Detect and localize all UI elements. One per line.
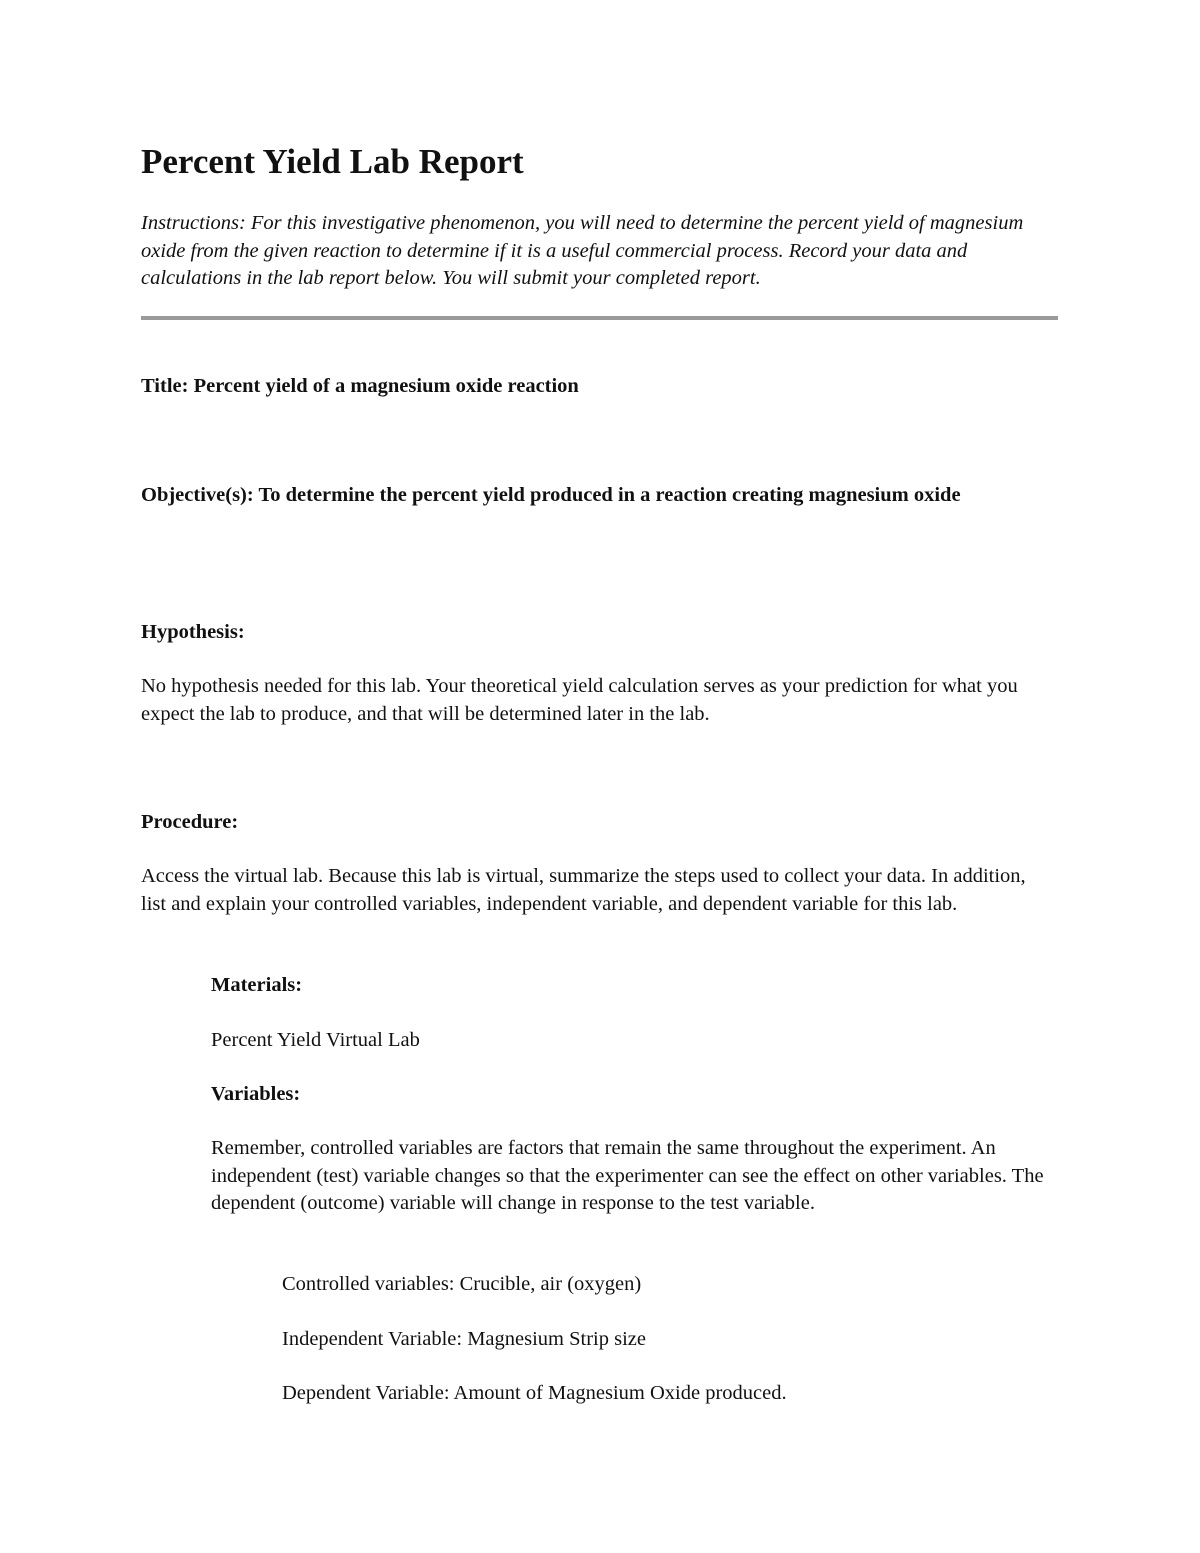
- variables-text: Remember, controlled variables are factors that remain the same throughout the experiment. An independent (test) variable changes so that the experimenter can see the effect on other variables. The dependent (outcome) variable will change in response to the test variable.: [211, 1137, 1044, 1214]
- variables-heading: Variables:: [211, 1083, 301, 1105]
- materials-text: Percent Yield Virtual Lab: [211, 1029, 420, 1051]
- horizontal-divider: [141, 316, 1058, 320]
- independent-variable: Independent Variable: Magnesium Strip size: [282, 1328, 646, 1350]
- procedure-heading: Procedure:: [141, 811, 239, 833]
- instructions-text: Instructions: For this investigative phenomenon, you will need to determine the percent yield of magnesium oxide from the given reaction to determine if it is a useful commercial process. Record your data and calculations in the lab report below. You will submit your completed report.: [141, 212, 1024, 289]
- dependent-variable: Dependent Variable: Amount of Magnesium Oxide produced.: [282, 1382, 787, 1404]
- hypothesis-text: No hypothesis needed for this lab. Your theoretical yield calculation serves as your prediction for what you expect the lab to produce, and that will be determined later in the lab.: [141, 675, 1018, 725]
- hypothesis-heading: Hypothesis:: [141, 621, 245, 643]
- objective-text: Objective(s): To determine the percent yield produced in a reaction creating magnesium oxide: [141, 484, 961, 506]
- report-title: Title: Percent yield of a magnesium oxide reaction: [141, 375, 579, 397]
- document-title: Percent Yield Lab Report: [141, 142, 524, 181]
- controlled-variables: Controlled variables: Crucible, air (oxygen): [282, 1273, 642, 1295]
- materials-heading: Materials:: [211, 974, 303, 996]
- procedure-text: Access the virtual lab. Because this lab is virtual, summarize the steps used to collect your data. In addition, list and explain your controlled variables, independent variable, and dependent variable for this lab.: [141, 865, 1026, 915]
